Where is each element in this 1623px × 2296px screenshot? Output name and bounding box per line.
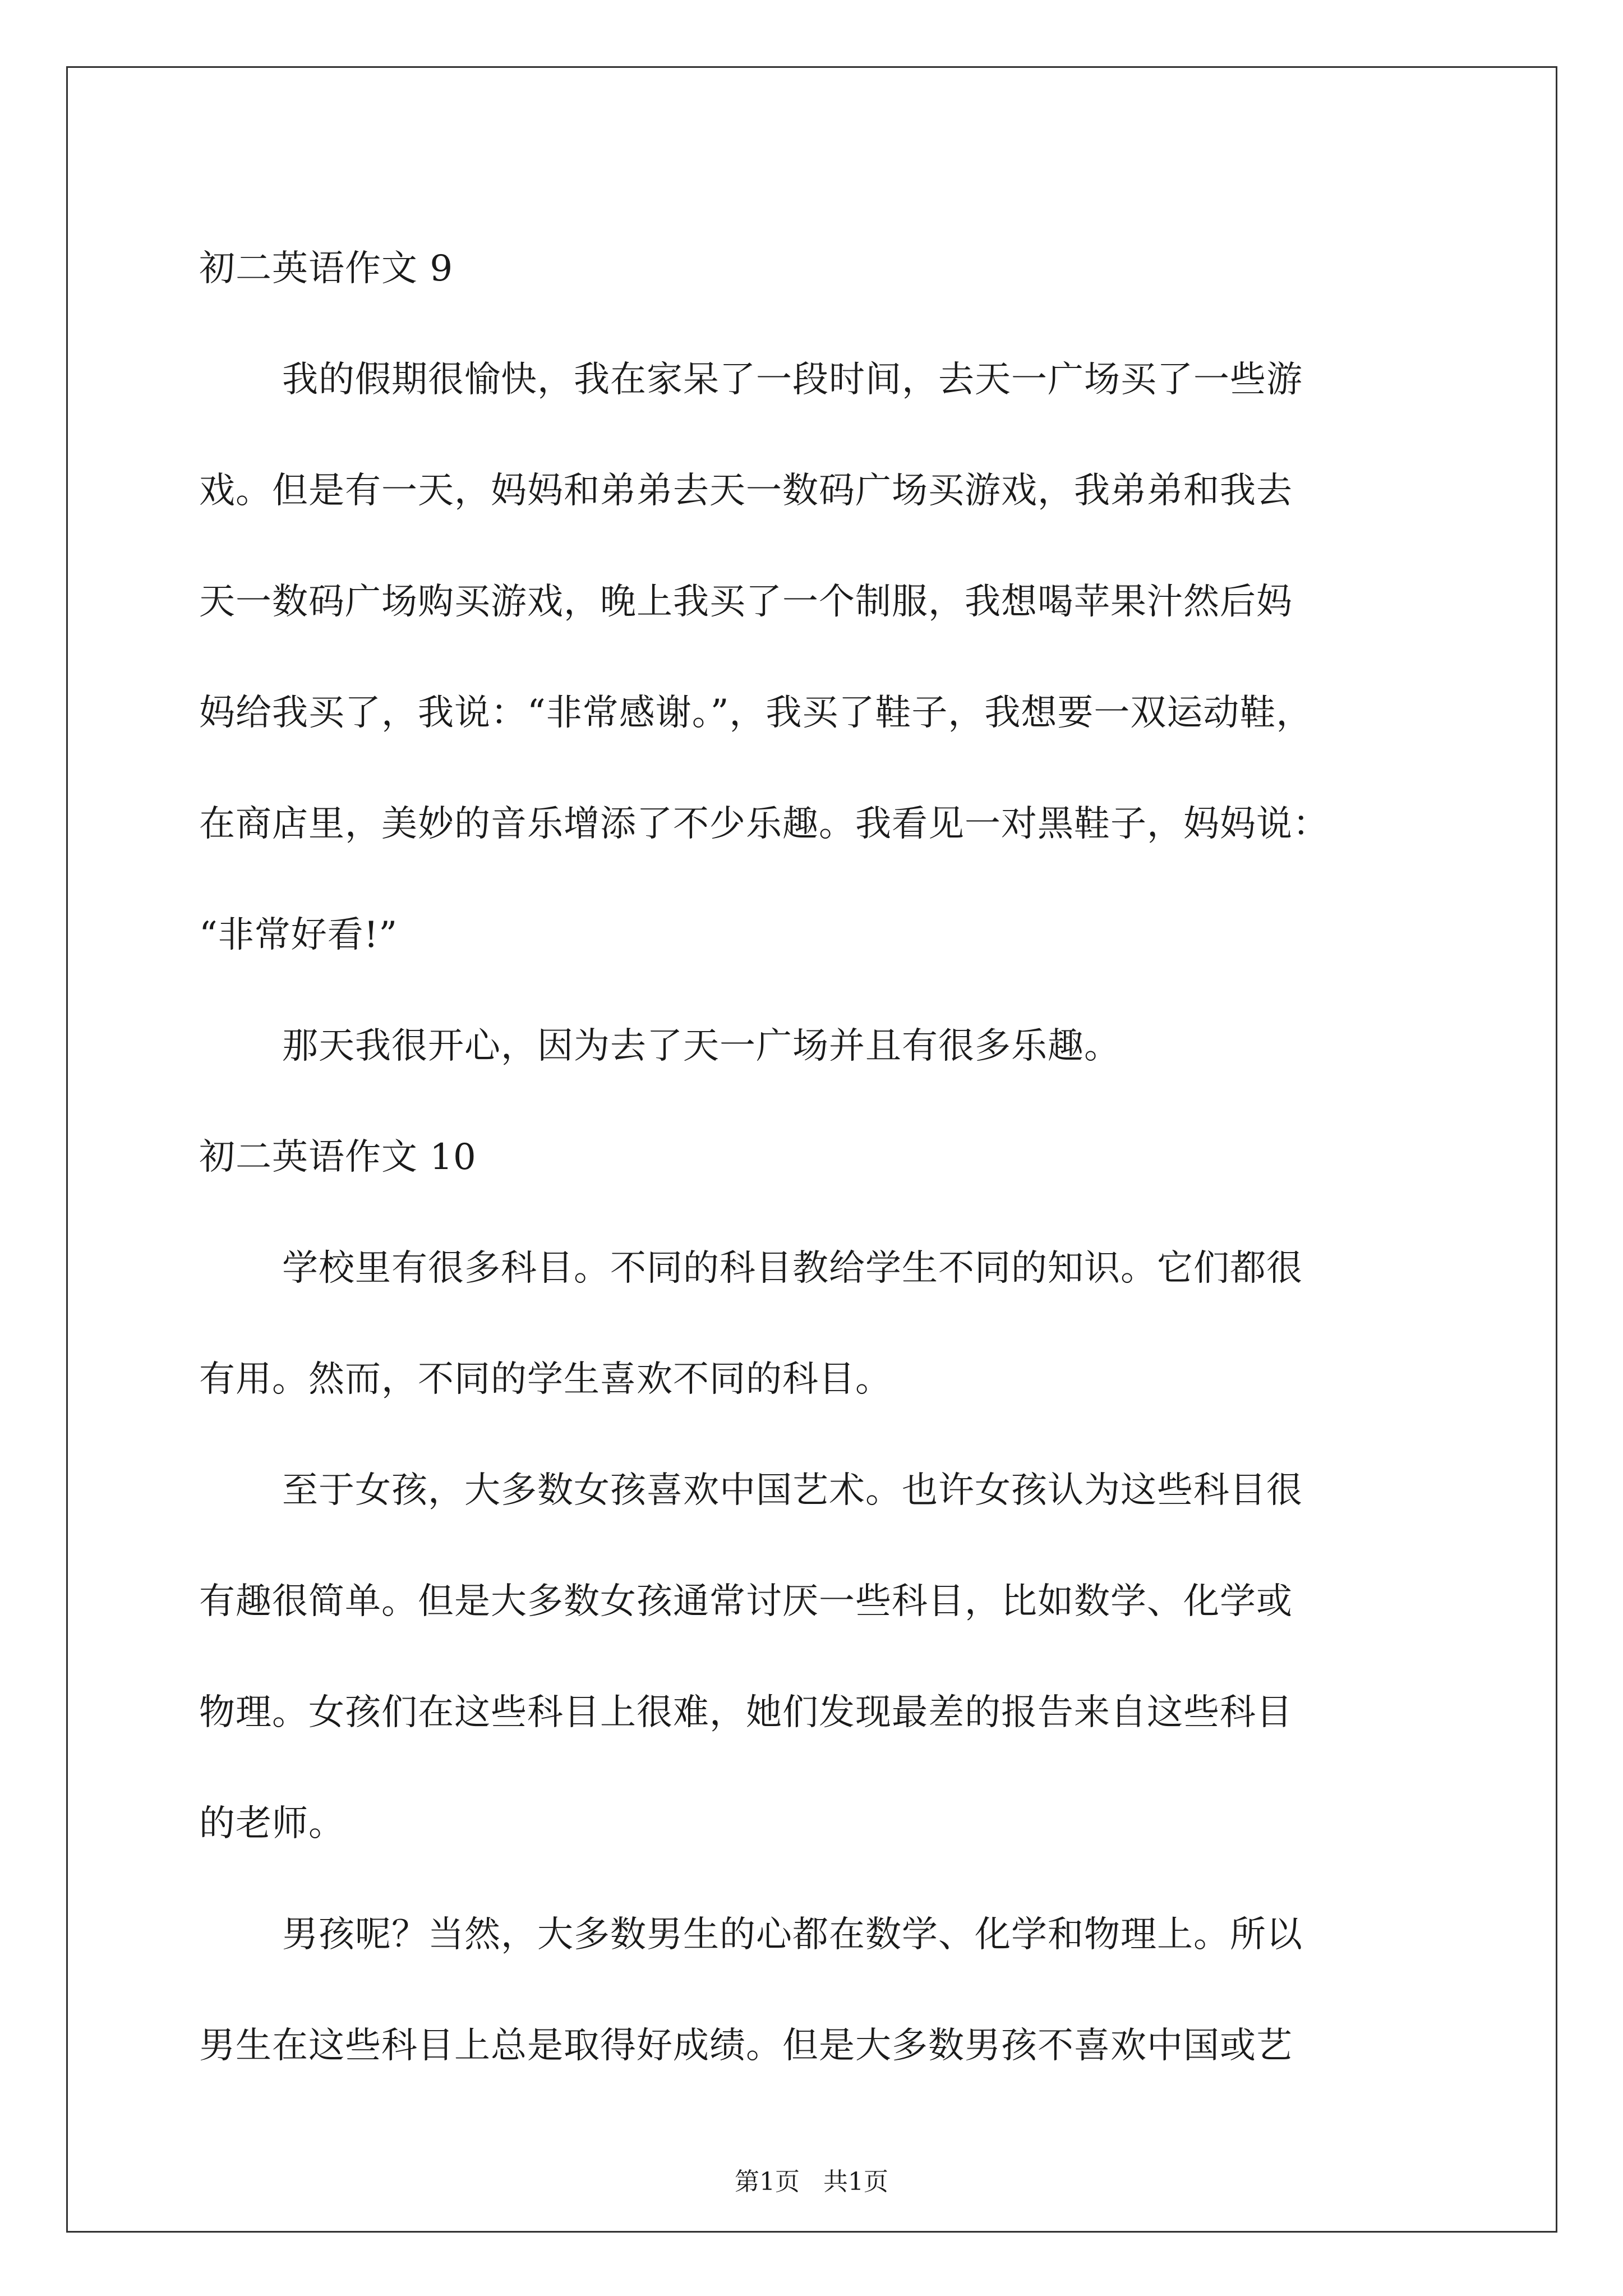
paragraph-line: “非常好看!” — [199, 914, 398, 956]
document-body — [199, 213, 1433, 2101]
heading-essay-9: 初二英语作文 9 — [199, 248, 454, 289]
paragraph-line: 天一数码广场购买游戏，晚上我买了一个制服，我想喝苹果汁然后妈 — [199, 581, 1293, 623]
paragraph-line: 男生在这些科目上总是取得好成绩。但是大多数男孩不喜欢中国或艺 — [199, 2025, 1293, 2067]
paragraph-line: 戏。但是有一天，妈妈和弟弟去天一数码广场买游戏，我弟弟和我去 — [199, 470, 1293, 512]
paragraph-line: 在商店里，美妙的音乐增添了不少乐趣。我看见一对黑鞋子，妈妈说： — [199, 803, 1329, 845]
paragraph-line: 有趣很简单。但是大多数女孩通常讨厌一些科目，比如数学、化学或 — [199, 1581, 1293, 1622]
paragraph-line: 那天我很开心，因为去了天一广场并且有很多乐趣。 — [282, 1025, 1121, 1067]
paragraph-line: 有用。然而，不同的学生喜欢不同的科目。 — [199, 1359, 892, 1400]
heading-essay-10: 初二英语作文 10 — [199, 1137, 477, 1178]
paragraph-line: 的老师。 — [199, 1803, 345, 1844]
paragraph-line: 妈给我买了，我说：“非常感谢。”，我买了鞋子，我想要一双运动鞋， — [199, 692, 1313, 734]
paragraph-line: 物理。女孩们在这些科目上很难，她们发现最差的报告来自这些科目 — [199, 1692, 1293, 1733]
paragraph-line: 我的假期很愉快，我在家呆了一段时间，去天一广场买了一些游 — [282, 359, 1303, 401]
paragraph-line: 至于女孩，大多数女孩喜欢中国艺术。也许女孩认为这些科目很 — [282, 1470, 1303, 1511]
paragraph-line: 男孩呢？当然，大多数男生的心都在数学、化学和物理上。所以 — [282, 1914, 1303, 1955]
paragraph-line: 学校里有很多科目。不同的科目教给学生不同的知识。它们都很 — [282, 1248, 1303, 1289]
page-footer: 第1页 共1页 — [735, 2168, 888, 2196]
